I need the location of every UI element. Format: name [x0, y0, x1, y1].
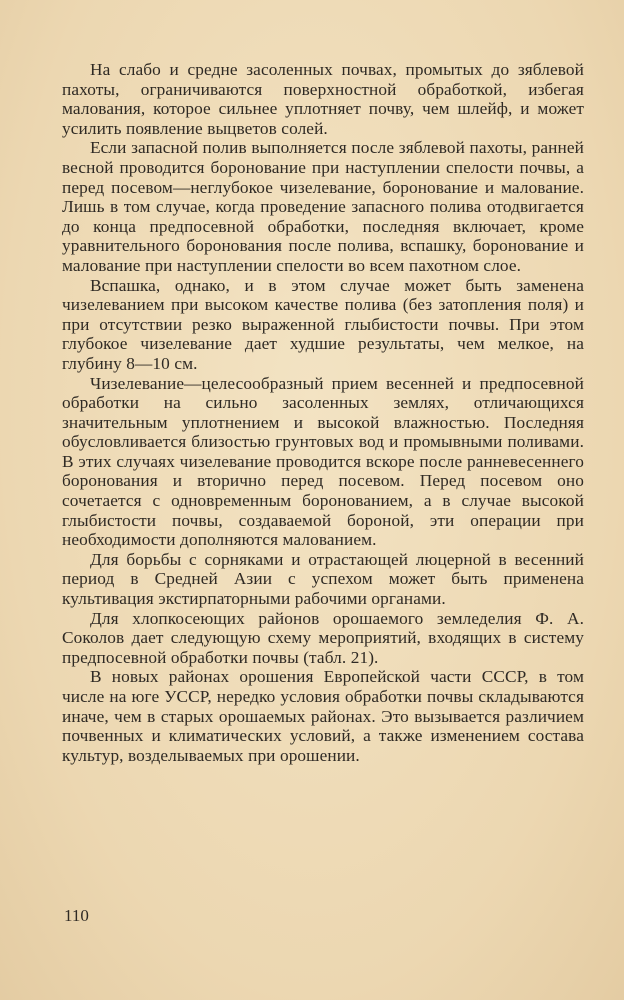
- paragraph-3: Вспашка, однако, и в этом случае может быть заменена чизелеванием при высоком качестве полива (без затопления поля) и при отсутствии резко выраженной глыбистости почвы. При этом глубокое чизелевание дает худшие результаты, чем мелкое, на глубину 8—10 см.: [62, 275, 584, 373]
- paragraph-7: В новых районах орошения Европейской части СССР, в том числе на юге УССР, нередко условия обработки почвы складываются иначе, чем в старых орошаемых районах. Это вызывается различием почвенных и климатических условий, а также изменением состава культур, возделываемых при орошении.: [62, 667, 584, 765]
- paragraph-5: Для борьбы с сорняками и отрастающей люцерной в весенний период в Средней Азии с успехом может быть применена культивация экстирпаторными рабочими органами.: [62, 549, 584, 609]
- page-number: 110: [64, 906, 89, 925]
- paragraph-6: Для хлопкосеющих районов орошаемого земледелия Ф. А. Соколов дает следующую схему мероприятий, входящих в систему предпосевной обработки почвы (табл. 21).: [62, 608, 584, 667]
- paragraph-1: На слабо и средне засоленных почвах, промытых до зяблевой пахоты, ограничиваются поверхностной обработкой, избегая малования, которое сильнее уплотняет почву, чем шлейф, и может усилить появление выцветов солей.: [62, 60, 584, 138]
- paragraph-4: Чизелевание—целесообразный прием весенней и предпосевной обработки на сильно засоленных землях, отличающихся значительным уплотнением и высокой влажностью. Последняя обусловливается близостью грунтовых вод и промывными поливами. В этих случаях чизелевание проводится вскоре после ранневесеннего боронования и вторично перед посевом. Перед посевом оно сочетается с одновременным боронованием, а в случае высокой глыбистости почвы, создаваемой бороной, эти операции при необходимости дополняются малованием.: [62, 373, 584, 550]
- body-text: [62, 60, 584, 765]
- paragraph-2: Если запасной полив выполняется после зяблевой пахоты, ранней весной проводится боронование при наступлении спелости почвы, а перед посевом—неглубокое чизелевание, боронование и малование. Лишь в том случае, когда проведение запасного полива отодвигается до конца предпосевной обработки, последняя включает, кроме уравнительного боронования после полива, вспашку, боронование и малование при наступлении спелости во всем пахотном слое.: [62, 138, 584, 275]
